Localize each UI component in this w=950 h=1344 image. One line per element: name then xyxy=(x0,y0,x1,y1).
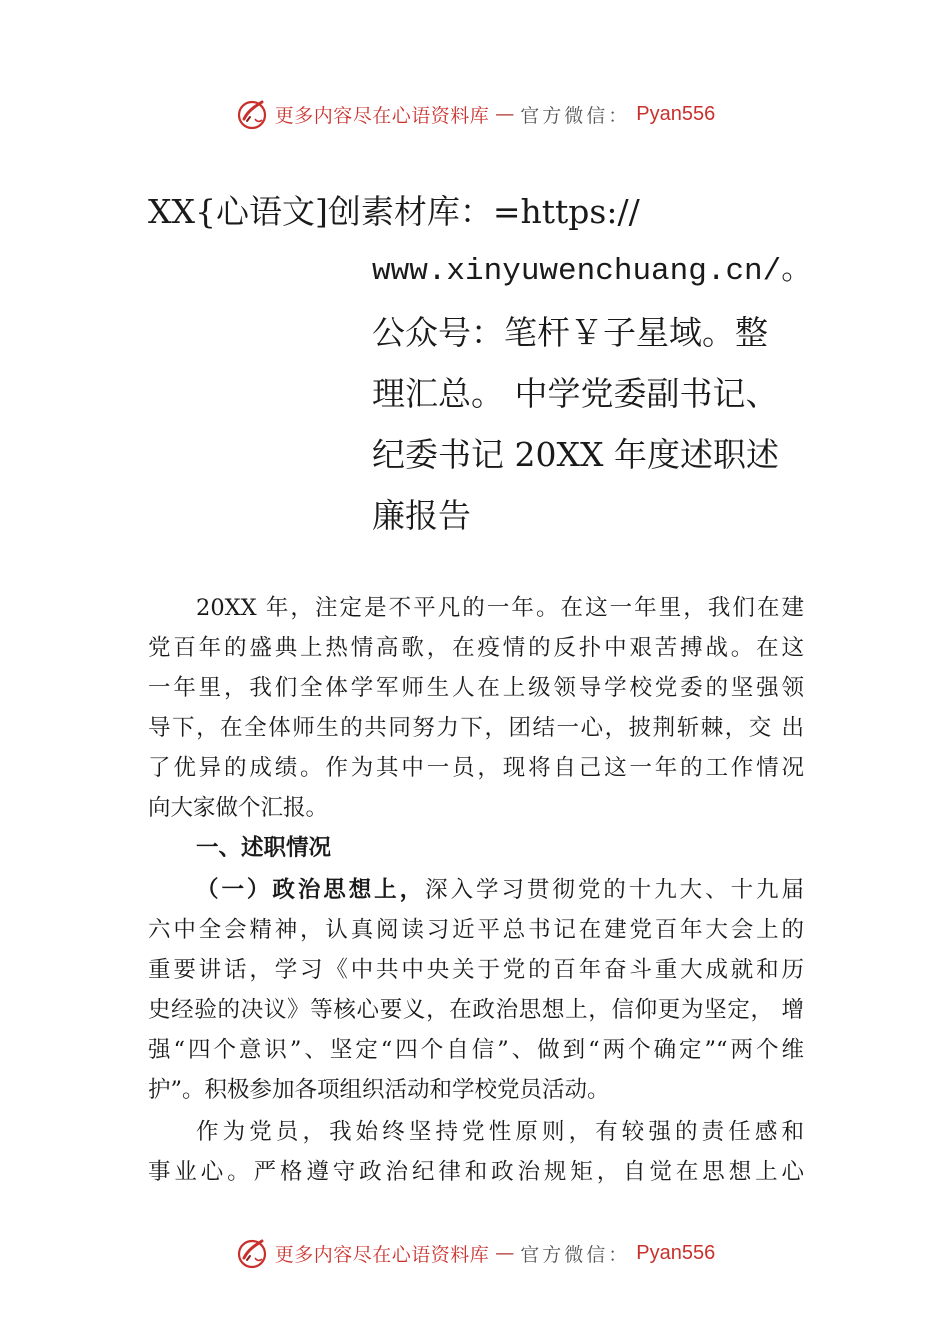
title-line-5: 纪委书记 20XX 年度述职述 xyxy=(372,435,779,474)
paragraph-line: 导下，在全体师生的共同努力下，团结一心，披荆斩棘，交 出 xyxy=(148,715,804,741)
footer-banner xyxy=(0,1233,950,1273)
banner-wechat-label: 官方微信： xyxy=(520,1243,631,1266)
paragraph-line: 史经验的决议》等核心要义，在政治思想上，信仰更为坚定， 增 xyxy=(148,997,804,1023)
section-heading: 一、述职情况 xyxy=(196,835,332,861)
paragraph-line: 六中全会精神，认真阅读习近平总书记在建党百年大会上的 xyxy=(148,917,804,943)
banner-dash: — xyxy=(495,103,515,125)
banner-slogan: 更多内容尽在心语资料库 xyxy=(274,1243,490,1266)
banner-wechat-id: Pyan556 xyxy=(636,102,716,125)
brush-logo-icon xyxy=(235,97,269,131)
paragraph-line: 作为党员，我始终坚持党性原则，有较强的责任感和 xyxy=(196,1119,804,1145)
paragraph-line: （一）政治思想上，深入学习贯彻党的十九大、十九届 xyxy=(196,877,804,903)
paragraph-line: 了优异的成绩。作为其中一员，现将自己这一年的工作情况 xyxy=(148,755,804,781)
subsection-heading: （一）政治思想上， xyxy=(196,877,426,903)
paragraph-line: 强“四个意识”、坚定“四个自信”、做到“两个确定”“两个维 xyxy=(148,1037,804,1063)
paragraph-line: 向大家做个汇报。 xyxy=(148,795,329,821)
title-line-2: www.xinyuwenchuang.cn/。 xyxy=(372,254,813,289)
banner-dash: — xyxy=(495,1242,515,1264)
title-line-3: 公众号：笔杆￥子星域。整 xyxy=(372,313,768,352)
title-line-1: XX{心语文]创素材库：=https:// xyxy=(148,192,640,231)
banner-slogan: 更多内容尽在心语资料库 xyxy=(274,104,490,127)
title-line-6: 廉报告 xyxy=(372,496,471,535)
paragraph-line: 20XX 年，注定是不平凡的一年。在这一年里，我们在建 xyxy=(196,595,804,621)
header-banner xyxy=(0,94,950,134)
brush-logo-icon xyxy=(235,1236,269,1270)
paragraph-line: 护”。积极参加各项组织活动和学校党员活动。 xyxy=(148,1077,610,1103)
title-line-4: 理汇总。 中学党委副书记、 xyxy=(372,374,779,413)
paragraph-line: 一年里，我们全体学军师生人在上级领导学校党委的坚强领 xyxy=(148,675,804,701)
banner-wechat-label: 官方微信： xyxy=(520,104,631,127)
paragraph-line: 事业心。严格遵守政治纪律和政治规矩，自觉在思想上心 xyxy=(148,1159,804,1185)
paragraph-line: 重要讲话，学习《中共中央关于党的百年奋斗重大成就和历 xyxy=(148,957,804,983)
paragraph-line: 党百年的盛典上热情高歌，在疫情的反扑中艰苦搏战。在这 xyxy=(148,635,804,661)
banner-wechat-id: Pyan556 xyxy=(636,1241,716,1264)
